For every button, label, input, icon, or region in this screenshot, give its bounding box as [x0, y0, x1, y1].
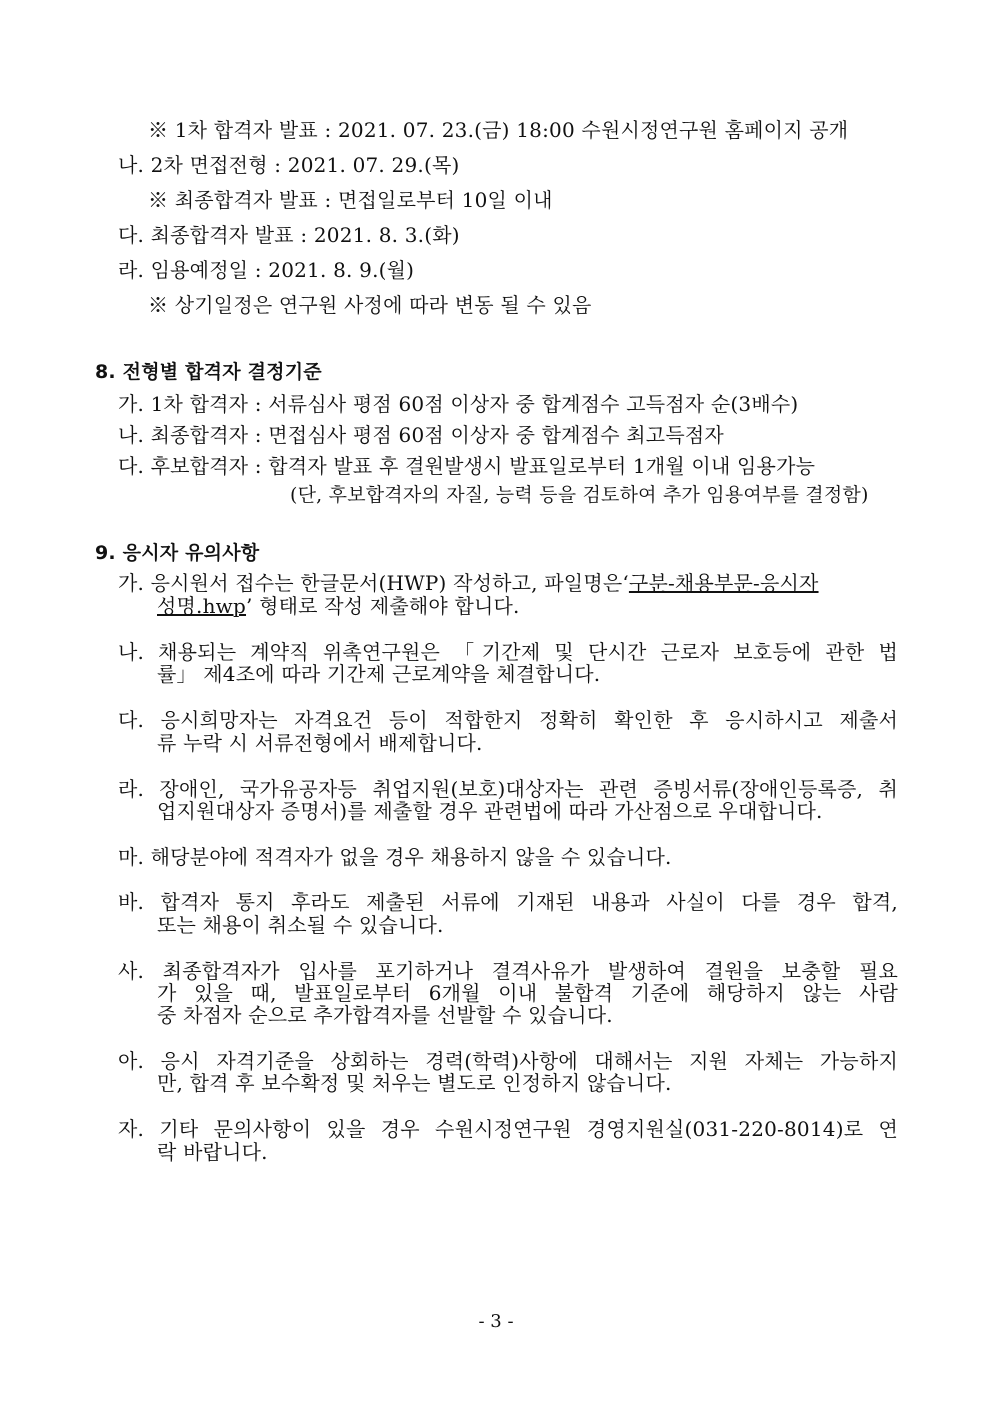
notice-sa-line-2: 가 있을 때, 발표일로부터 6개월 이내 불합격 기준에 해당하지 않는 사람 — [157, 981, 898, 1005]
notice-sa-line-1: 사. 최종합격자가 입사를 포기하거나 결격사유가 발생하여 결원을 보충할 필요 — [118, 959, 898, 983]
notice-ra-line-1: 라. 장애인, 국가유공자등 취업지원(보호)대상자는 관련 증빙서류(장애인등록증, 취 — [118, 777, 898, 801]
first-result-note: ※ 1차 합격자 발표 : 2021. 07. 23.(금) 18:00 수원시정연구원 홈페이지 공개 — [148, 118, 849, 142]
final-result-date: 다. 최종합격자 발표 : 2021. 8. 3.(화) — [118, 223, 460, 247]
section-8-title: 8. 전형별 합격자 결정기준 — [95, 361, 322, 383]
notice-da-line-2: 류 누락 시 서류전형에서 배제합니다. — [157, 731, 483, 755]
notice-ra-line-2: 업지원대상자 증명서)를 제출할 경우 관련법에 따라 가산점으로 우대합니다. — [157, 799, 823, 823]
section-9-title: 9. 응시자 유의사항 — [95, 542, 260, 564]
notice-ga-text: 가. 응시원서 접수는 한글문서(HWP) 작성하고, 파일명은‘ — [118, 571, 629, 595]
notice-sa-line-3: 중 차점자 순으로 추가합격자를 선발할 수 있습니다. — [157, 1003, 613, 1027]
schedule-change-note: ※ 상기일정은 연구원 사정에 따라 변동 될 수 있음 — [148, 293, 592, 317]
notice-da-line-1: 다. 응시희망자는 자격요건 등이 적합한지 정확히 확인한 후 응시하시고 제출서 — [118, 708, 898, 732]
notice-ja-line-2: 락 바랍니다. — [157, 1140, 268, 1164]
criteria-reserve-note: (단, 후보합격자의 자질, 능력 등을 검토하여 추가 임용여부를 결정함) — [290, 484, 869, 506]
filename-format-link-cont: 성명.hwp — [157, 594, 247, 618]
criteria-item-first: 가. 1차 합격자 : 서류심사 평점 60점 이상자 중 합계점수 고득점자 순(3배수) — [118, 392, 799, 416]
notice-a-line-2: 만, 합격 후 보수확정 및 처우는 별도로 인정하지 않습니다. — [157, 1071, 672, 1095]
notice-ga-line-2 — [157, 594, 520, 618]
notice-na-line-2: 률」 제4조에 따라 기간제 근로계약을 체결합니다. — [157, 662, 601, 686]
appointment-date: 라. 임용예정일 : 2021. 8. 9.(월) — [118, 258, 415, 282]
notice-ja-line-1: 자. 기타 문의사항이 있을 경우 수원시정연구원 경영지원실(031-220-8014)로 연 — [118, 1117, 898, 1141]
notice-ga-line-1 — [118, 571, 819, 595]
notice-ga-text-cont: ’ 형태로 작성 제출해야 합니다. — [246, 594, 520, 618]
page-number: - 3 - — [478, 1311, 514, 1332]
notice-ba-line-2: 또는 채용이 취소될 수 있습니다. — [157, 913, 444, 937]
notice-na-line-1: 나. 채용되는 계약직 위촉연구원은 「기간제 및 단시간 근로자 보호등에 관한 법 — [118, 640, 898, 664]
notice-a-line-1: 아. 응시 자격기준을 상회하는 경력(학력)사항에 대해서는 지원 자체는 가능하지 — [118, 1049, 898, 1073]
second-interview-date: 나. 2차 면접전형 : 2021. 07. 29.(목) — [118, 153, 460, 177]
criteria-item-final: 나. 최종합격자 : 면접심사 평점 60점 이상자 중 합계점수 최고득점자 — [118, 423, 724, 447]
filename-format-link: 구분-채용부문-응시자 — [628, 571, 819, 595]
criteria-item-reserve: 다. 후보합격자 : 합격자 발표 후 결원발생시 발표일로부터 1개월 이내 임용가능 — [118, 454, 816, 478]
final-result-note: ※ 최종합격자 발표 : 면접일로부터 10일 이내 — [148, 188, 553, 212]
notice-ma-line-1: 마. 해당분야에 적격자가 없을 경우 채용하지 않을 수 있습니다. — [118, 845, 672, 869]
notice-ba-line-1: 바. 합격자 통지 후라도 제출된 서류에 기재된 내용과 사실이 다를 경우 합격, — [118, 890, 898, 914]
